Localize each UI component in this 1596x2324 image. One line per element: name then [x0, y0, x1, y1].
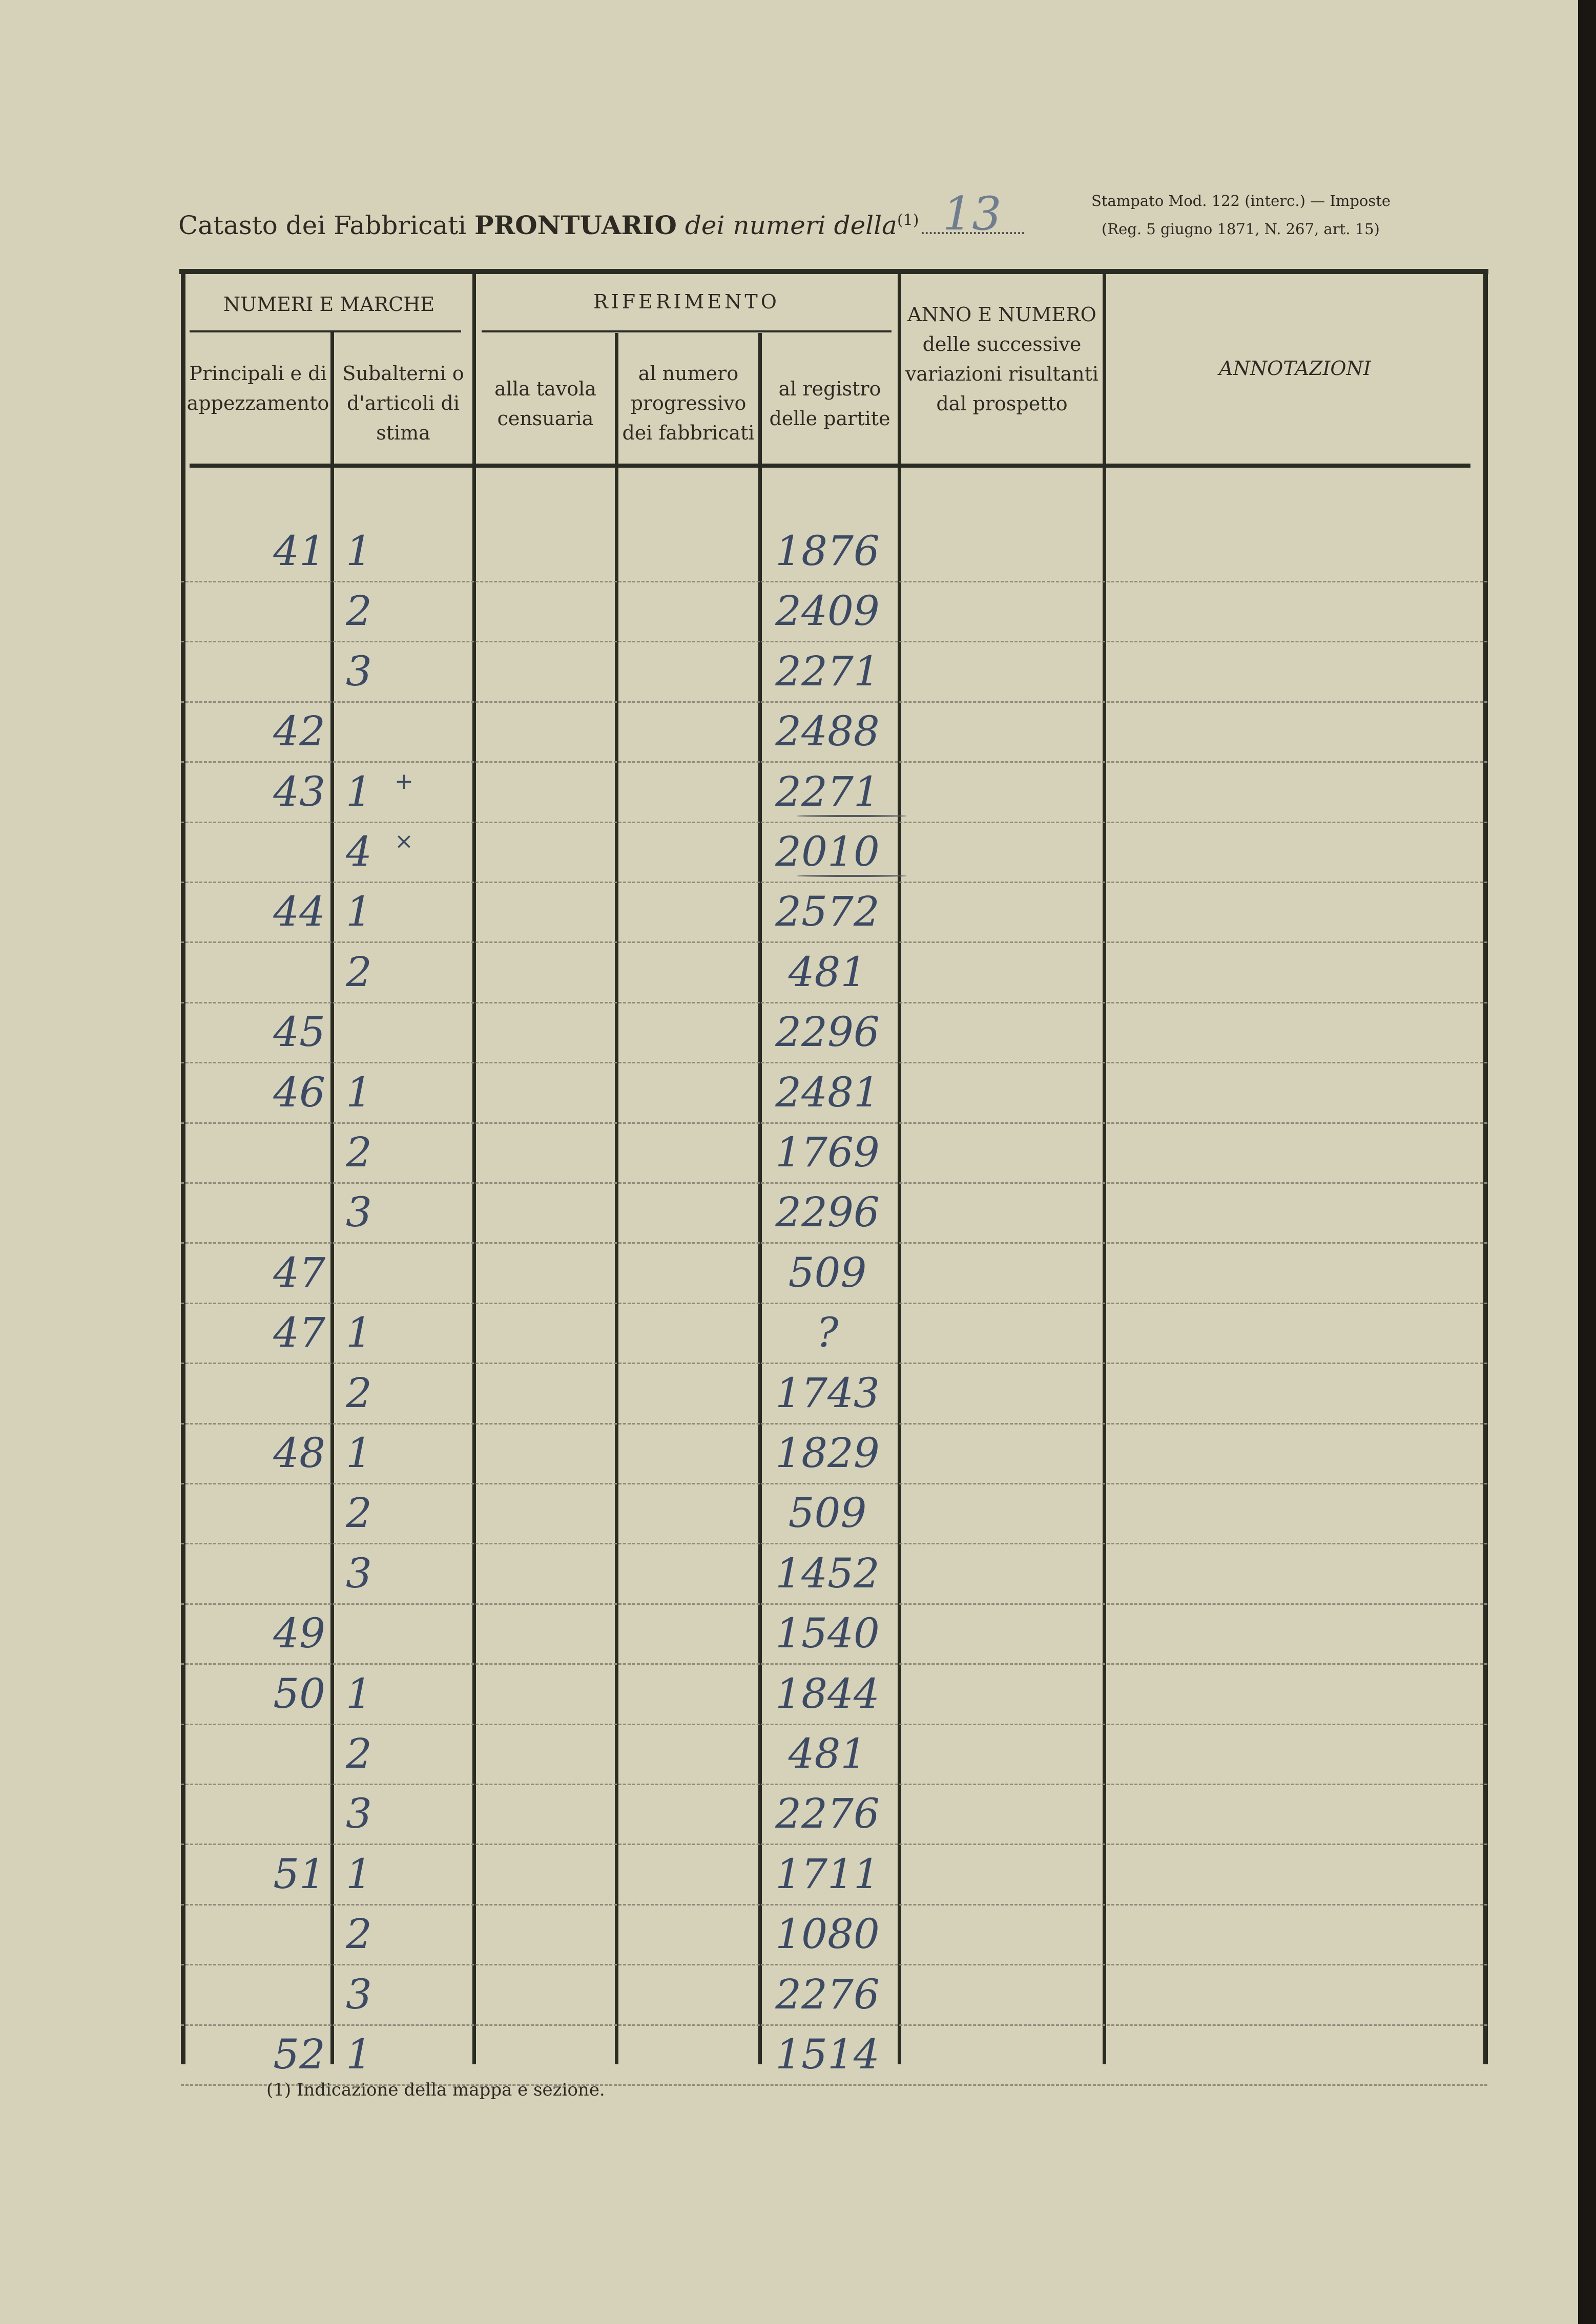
cell-subalterno: 4 [346, 828, 372, 875]
cell-subalterno: 2 [346, 1730, 372, 1777]
row-rule [181, 1062, 1487, 1063]
pencil-underline [797, 875, 907, 877]
column-divider [472, 274, 476, 2064]
cell-mark: + [395, 768, 413, 794]
cell-subalterno: 2 [346, 1910, 372, 1958]
cell-subalterno: 1 [346, 1850, 372, 1898]
header-tavola: alla tavola censuaria [494, 378, 596, 430]
cell-registro: 2010 [775, 828, 880, 875]
header-registro: al registro delle partite [769, 378, 890, 430]
row-rule [181, 822, 1487, 823]
group-underline [482, 330, 892, 332]
cell-principale: 46 [273, 1068, 325, 1116]
cell-registro: 509 [788, 1489, 867, 1537]
cell-registro: 1876 [775, 527, 880, 575]
row-rule [181, 1423, 1487, 1425]
row-rule [181, 1002, 1487, 1003]
cell-registro: 509 [788, 1248, 867, 1296]
cell-principale: 50 [273, 1669, 325, 1718]
cell-principale: 45 [273, 1008, 325, 1056]
cell-principale: 43 [273, 767, 325, 815]
header-bottom-border [190, 464, 1470, 468]
row-rule [181, 701, 1487, 703]
row-rule [181, 2024, 1487, 2026]
cell-registro: 1540 [775, 1609, 880, 1658]
cell-registro: 2276 [775, 1790, 880, 1838]
row-rule [181, 1303, 1487, 1304]
row-rule [181, 1483, 1487, 1484]
cell-subalterno: 2 [346, 1128, 372, 1176]
row-rule [181, 641, 1487, 642]
column-divider [758, 333, 762, 2064]
header-progressivo: al numero progressivo dei fabbricati [622, 362, 755, 444]
column-divider [898, 274, 901, 2064]
header-riferimento: RIFERIMENTO [593, 290, 780, 313]
cell-registro: 2296 [775, 1188, 880, 1237]
cell-principale: 48 [273, 1429, 325, 1477]
cell-subalterno: 1 [346, 1309, 372, 1357]
cell-subalterno: 1 [346, 2030, 372, 2078]
cell-subalterno: 3 [346, 647, 372, 695]
cell-registro: 2296 [775, 1008, 880, 1056]
row-rule [181, 1363, 1487, 1364]
cell-subalterno: 1 [346, 888, 372, 936]
row-rule [181, 1724, 1487, 1725]
cell-principale: 42 [273, 707, 325, 756]
column-divider [330, 330, 334, 2064]
footnote: (1) Indicazione della mappa e sezione. [266, 2080, 605, 2100]
cell-principale: 52 [273, 2030, 325, 2078]
cell-principale: 47 [273, 1248, 325, 1296]
cell-principale: 41 [273, 527, 325, 575]
table-top-border [179, 269, 1488, 274]
form-regulation: (Reg. 5 giugno 1871, N. 267, art. 15) [1102, 220, 1380, 238]
cell-registro: 1743 [775, 1369, 880, 1417]
table-right-border [1483, 269, 1488, 2064]
cell-registro: 1711 [775, 1850, 880, 1898]
column-divider [181, 271, 185, 2064]
form-model-stamp: Stampato Mod. 122 (interc.) — Imposte [1091, 192, 1391, 210]
column-divider [1103, 274, 1106, 2064]
cell-subalterno: 2 [346, 1489, 372, 1537]
header-annotazioni: ANNOTAZIONI [1219, 357, 1371, 380]
cell-registro: 2271 [775, 767, 880, 815]
handwritten-section-number: 13 [943, 187, 1002, 241]
row-rule [181, 1122, 1487, 1124]
cell-registro: 2481 [775, 1068, 880, 1116]
cell-subalterno: 2 [346, 587, 372, 635]
cell-subalterno: 2 [346, 1369, 372, 1417]
cell-registro: 481 [788, 1730, 867, 1777]
pencil-underline [797, 815, 907, 817]
header-numeri-e-marche: NUMERI E MARCHE [223, 293, 435, 316]
form-title: Catasto dei Fabbricati PRONTUARIO dei numeri della$^{(1)}$ [178, 210, 1024, 240]
cell-subalterno: 3 [346, 1549, 372, 1597]
cell-principale: 49 [273, 1609, 325, 1658]
row-rule [181, 1603, 1487, 1605]
cell-subalterno: 3 [346, 1970, 372, 2018]
group-underline [190, 330, 461, 332]
row-rule [181, 1964, 1487, 1965]
cell-subalterno: 2 [346, 948, 372, 996]
row-rule [181, 1242, 1487, 1244]
cell-principale: 47 [273, 1309, 325, 1357]
cell-registro: 1829 [775, 1429, 880, 1477]
row-rule [181, 1844, 1487, 1845]
cell-subalterno: 3 [346, 1188, 372, 1237]
cell-registro: 481 [788, 948, 867, 996]
header-anno-numero: ANNO E NUMERO delle successive variazioni risultanti dal prospetto [905, 303, 1099, 415]
cell-subalterno: 1 [346, 767, 372, 815]
cell-registro: 2488 [775, 707, 880, 756]
cell-principale: 51 [273, 1850, 325, 1898]
cell-registro: 1452 [775, 1549, 880, 1597]
row-rule [181, 581, 1487, 582]
cell-registro: 2271 [775, 647, 880, 695]
cell-registro: 1080 [775, 1910, 880, 1958]
cell-registro: 1769 [775, 1128, 880, 1176]
cell-registro: 2409 [775, 587, 880, 635]
row-rule [181, 761, 1487, 763]
cell-subalterno: 1 [346, 527, 372, 575]
row-rule [181, 1543, 1487, 1544]
row-rule [181, 1904, 1487, 1906]
cell-registro: 1844 [775, 1669, 880, 1718]
cell-registro: ? [816, 1309, 839, 1357]
row-rule [181, 882, 1487, 883]
column-divider [615, 333, 618, 2064]
cell-subalterno: 1 [346, 1429, 372, 1477]
cell-mark: × [395, 828, 413, 854]
header-subalterni: Subalterni o d'articoli di stima [342, 362, 464, 444]
cell-subalterno: 1 [346, 1669, 372, 1718]
cell-registro: 1514 [775, 2030, 880, 2078]
header-principali: Principali e di appezzamento [186, 362, 329, 414]
cell-principale: 44 [273, 888, 325, 936]
cell-subalterno: 1 [346, 1068, 372, 1116]
row-rule [181, 1663, 1487, 1665]
cell-registro: 2276 [775, 1970, 880, 2018]
row-rule [181, 1182, 1487, 1184]
row-rule [181, 1784, 1487, 1785]
cell-subalterno: 3 [346, 1790, 372, 1838]
row-rule [181, 941, 1487, 943]
cell-registro: 2572 [775, 888, 880, 936]
